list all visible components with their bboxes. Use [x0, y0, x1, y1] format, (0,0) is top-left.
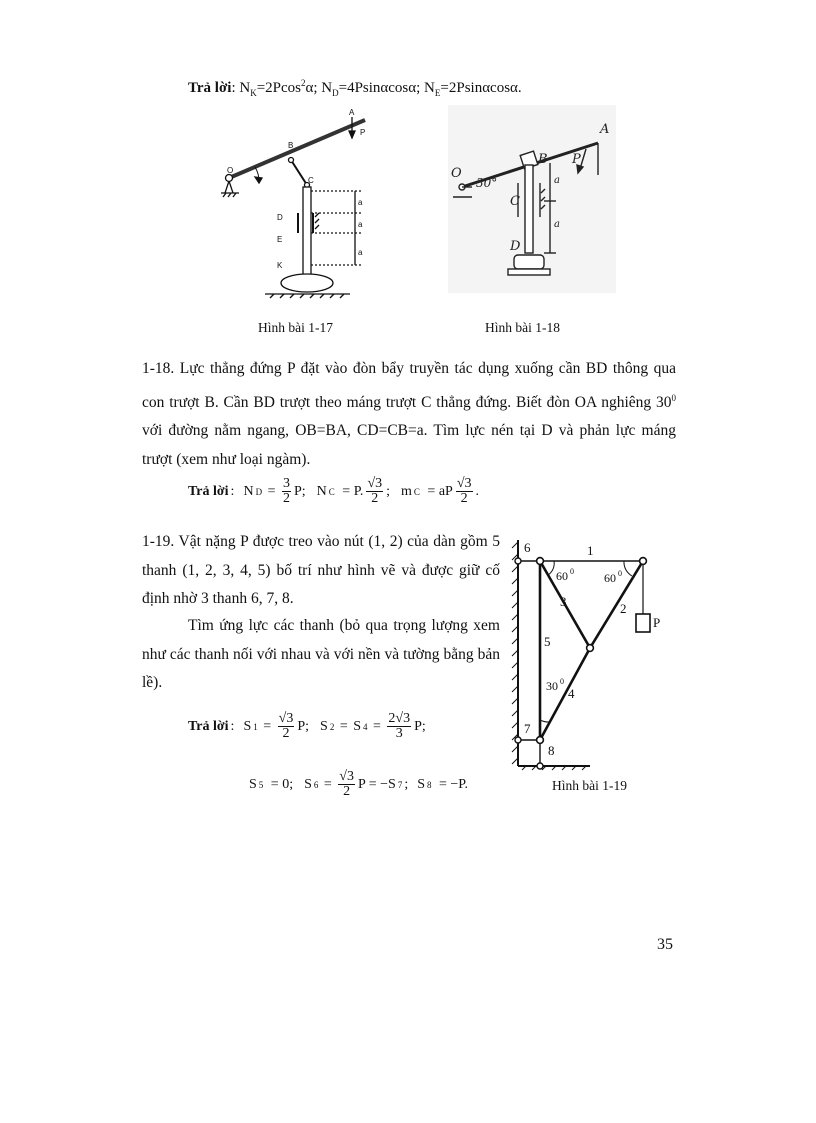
caption-fig-1-19: Hình bài 1-19: [552, 778, 627, 793]
answer-1-18: Trả lời : N D = $\frac{3}{2}$ P; N C = P. $\frac{√3}{2}$ ; m C = aP $\frac{√3}{2}$ .: [188, 476, 480, 506]
svg-text:C: C: [308, 176, 314, 185]
svg-text:6: 6: [524, 540, 531, 555]
svg-text:2: 2: [620, 601, 627, 616]
svg-text:B: B: [288, 141, 294, 150]
answer-label: Trả lời: [188, 80, 232, 96]
svg-text:0: 0: [570, 567, 574, 576]
svg-text:5: 5: [544, 634, 551, 649]
svg-text:a: a: [358, 220, 363, 229]
caption-fig-1-17: Hình bài 1-17: [258, 320, 333, 335]
svg-text:30: 30: [546, 679, 558, 693]
svg-text:K: K: [277, 261, 283, 270]
svg-text:P: P: [653, 615, 661, 630]
svg-text:3: 3: [560, 594, 567, 609]
svg-text:1: 1: [587, 543, 594, 558]
svg-text:A: A: [600, 122, 610, 137]
figure-1-17: [215, 105, 375, 300]
svg-text:4: 4: [568, 686, 575, 701]
svg-text:D: D: [510, 239, 521, 254]
svg-text:P: P: [360, 128, 366, 137]
svg-text:P: P: [572, 152, 581, 167]
svg-text:7: 7: [524, 721, 531, 736]
svg-text:O: O: [227, 166, 234, 175]
page-number: 35: [657, 936, 673, 953]
answer-1-19-line-2: S 5 = 0; S 6 = $\frac{√3}{2}$ P = −S 7 ; S 8 = −P.: [249, 769, 469, 799]
svg-text:a: a: [554, 219, 560, 230]
svg-text:a: a: [358, 198, 363, 207]
angle-label: 30°: [476, 176, 498, 190]
svg-text:C: C: [510, 194, 520, 209]
svg-text:0: 0: [560, 677, 564, 686]
figure-1-18: [448, 105, 616, 293]
svg-text:a: a: [358, 248, 363, 257]
svg-text:60: 60: [604, 571, 616, 585]
svg-text:E: E: [277, 235, 283, 244]
svg-text:D: D: [277, 213, 283, 222]
answer-formula: : $N_K=2Pcos^2\alpha$; $N_D=4Psin\alpha\cos\alpha$; $N_E=2Psin\alpha\cos\alpha$.: [231, 78, 522, 98]
answer-label: Trả lời: [188, 483, 229, 499]
answer-1-17: [188, 78, 522, 98]
svg-text:a: a: [554, 175, 560, 186]
svg-text:A: A: [349, 108, 355, 117]
problem-1-19-text-1: 1-19. Vật nặng P được treo vào nút (1, 2) của dàn gồm 5 thanh (1, 2, 3, 4, 5) bố trí như hình vẽ và được giữ cố định nhờ 3 thanh 6, 7, 8.: [142, 533, 500, 607]
problem-1-19-text-2: Tìm ứng lực các thanh (bỏ qua trọng lượng xem như các thanh nối với nhau và với nền và tường bằng bản lề).: [142, 617, 500, 691]
svg-text:0: 0: [618, 569, 622, 578]
problem-1-18-text: 1-18. Lực thẳng đứng P đặt vào đòn bẩy truyền tác dụng xuống cần BD thông qua con trượt B. Cần BD trượt theo máng trượt C thẳng đứng. Biết đòn OA nghiêng $30^0$ với đường nằm ngang, OB=BA, CD=CB=a. Tìm lực nén tại D và phản lực máng trượt (xem như loại ngàm).: [142, 360, 676, 468]
caption-fig-1-18: Hình bài 1-18: [485, 320, 560, 335]
svg-text:B: B: [538, 152, 548, 167]
figure-1-19: [510, 530, 670, 775]
answer-1-19-line-1: Trả lời : S 1 = $\frac{√3}{2}$ P; S 2 = S 4 = $\frac{2√3}{3}$ P;: [188, 711, 426, 741]
svg-text:O: O: [451, 166, 462, 181]
svg-text:60: 60: [556, 569, 568, 583]
answer-label: Trả lời: [188, 718, 229, 734]
svg-text:8: 8: [548, 743, 555, 758]
